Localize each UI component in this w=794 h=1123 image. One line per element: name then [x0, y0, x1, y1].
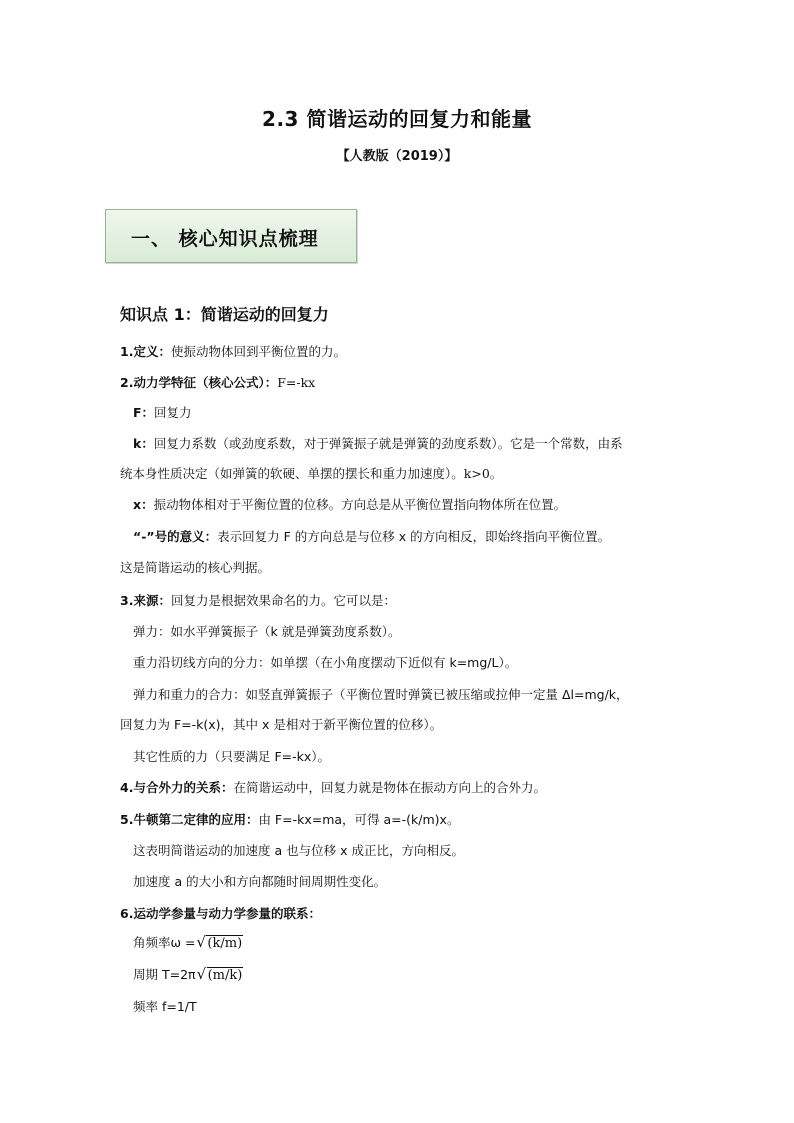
angular-frequency-text: 角频率ω =	[133, 935, 196, 950]
section-header-box	[105, 209, 357, 263]
definition-label: 1.定义：	[120, 344, 171, 359]
period-text: 周期 T=2π	[133, 967, 196, 982]
parameters-heading: 6.运动学参量与动力学参量的联系：	[120, 906, 321, 921]
f-symbol-text: 回复力	[154, 405, 192, 420]
gravity-tangent-line: 重力沿切线方向的分力：如单摆（在小角度摆动下近似有 k=mg/L）。	[133, 655, 518, 670]
definition-text: 使振动物体回到平衡位置的力。	[170, 344, 346, 359]
dynamics-formula: F=-kx	[277, 375, 316, 390]
x-symbol-text: 振动物体相对于平衡位置的位移。方向总是从平衡位置指向物体所在位置。	[153, 497, 567, 512]
dynamics-feature-label: 2.动力学特征（核心公式）：	[120, 375, 278, 390]
sqrt-k-over-m	[196, 935, 243, 953]
combined-force-continuation: 回复力为 F=-k(x)，其中 x 是相对于新平衡位置的位移）。	[120, 717, 443, 732]
source-line	[120, 592, 396, 610]
source-text: 回复力是根据效果命名的力。它可以是：	[170, 593, 396, 608]
minus-sign-label: “-”号的意义：	[133, 529, 218, 544]
angular-frequency-line	[133, 934, 243, 953]
newton-law-label: 5.牛顿第二定律的应用：	[120, 812, 259, 827]
sqrt-m-over-k	[197, 967, 244, 985]
newton-law-text: 由 F=-kx=ma，可得 a=-(k/m)x。	[258, 812, 460, 827]
f-symbol-label: F：	[133, 405, 155, 420]
f-symbol-line	[133, 404, 192, 422]
acceleration-periodic-line: 加速度 a 的大小和方向都随时间周期性变化。	[133, 874, 387, 889]
sqrt-k-over-m-radicand: (k/m)	[207, 936, 243, 951]
frequency-line: 频率 f=1/T	[133, 999, 197, 1014]
dynamics-feature-line	[120, 374, 315, 392]
net-force-line	[120, 779, 546, 797]
parameters-heading-line	[120, 905, 321, 923]
k-symbol-label: k：	[133, 436, 154, 451]
definition-line	[120, 343, 346, 361]
minus-sign-text: 表示回复力 F 的方向总是与位移 x 的方向相反，即始终指向平衡位置。	[217, 529, 611, 544]
source-label: 3.来源：	[120, 593, 171, 608]
k-symbol-text: 回复力系数（或劲度系数，对于弹簧振子就是弹簧的劲度系数）。它是一个常数，由系	[153, 436, 623, 451]
elastic-force-line: 弹力：如水平弹簧振子（k 就是弹簧劲度系数）。	[133, 624, 401, 639]
minus-sign-line	[133, 528, 610, 546]
net-force-label: 4.与合外力的关系：	[120, 780, 234, 795]
x-symbol-label: x：	[133, 497, 154, 512]
k-symbol-continuation-text: 统本身性质决定（如弹簧的软硬、单摆的摆长和重力加速度）。	[120, 466, 464, 481]
acceleration-proportional-line: 这表明简谐运动的加速度 a 也与位移 x 成正比，方向相反。	[133, 843, 464, 858]
period-line	[133, 966, 243, 985]
net-force-text: 在简谐运动中，回复力就是物体在振动方向上的合外力。	[233, 780, 546, 795]
other-force-line: 其它性质的力（只要满足 F=-kx）。	[133, 749, 331, 764]
knowledge-point-heading: 知识点 1：简谐运动的回复力	[120, 305, 329, 324]
minus-sign-continuation-text: 这是简谐运动的核心判据。	[120, 560, 271, 575]
k-symbol-line	[133, 435, 623, 453]
section-header-label: 一、 核心知识点梳理	[131, 228, 319, 250]
combined-force-line: 弹力和重力的合力：如竖直弹簧振子（平衡位置时弹簧已被压缩或拉伸一定量 Δl=mg/k，	[133, 687, 629, 702]
minus-sign-continuation	[120, 559, 270, 577]
k-positive-formula: k>0。	[463, 466, 503, 481]
edition-subtitle: 【人教版（2019）】	[336, 149, 458, 164]
page-title: 2.3 简谐运动的回复力和能量	[262, 107, 532, 131]
x-symbol-line	[133, 496, 566, 514]
k-symbol-continuation	[120, 465, 502, 483]
newton-law-line	[120, 811, 459, 829]
sqrt-m-over-k-radicand: (m/k)	[207, 968, 243, 983]
